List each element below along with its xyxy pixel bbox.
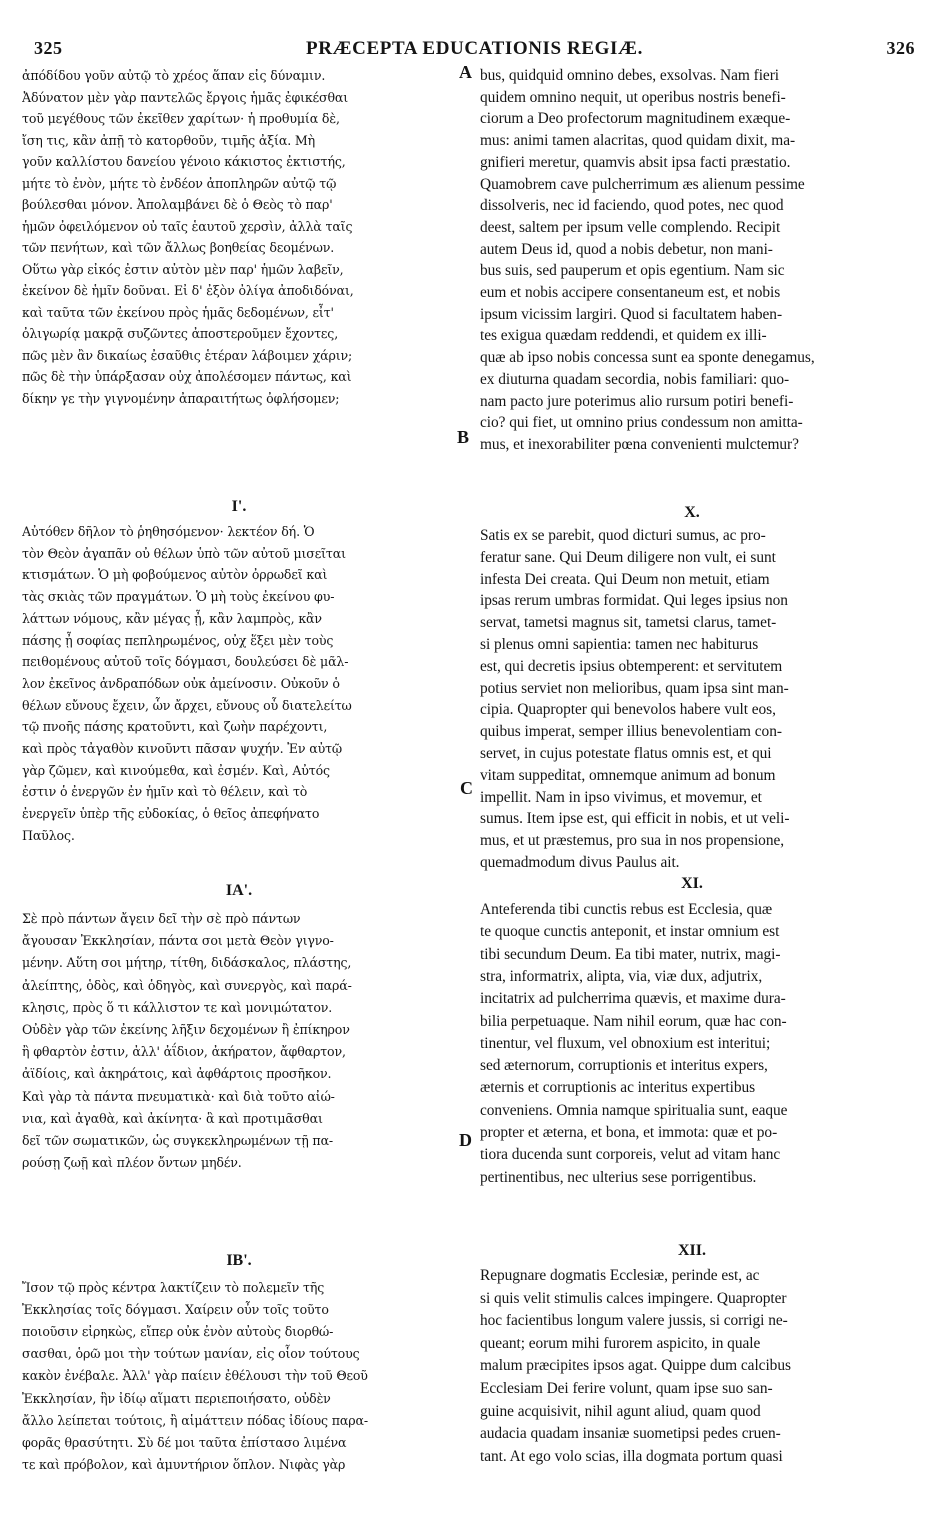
text-line: ἐκείνον δὲ ἡμῖν δοῦναι. Εἰ δ' ἐξὸν ὀλίγα ἀποδιδόναι, (22, 283, 354, 298)
text-line: servat, tametsi magnus sit, tametsi clarus, tamet- (480, 614, 777, 632)
text-line: πῶς μὲν ἂν δικαίως ἐσαῦθις ἑτέραν λάβοιμεν χάριν; (22, 347, 353, 363)
text-line: ἢ φθαρτὸν ἐστιν, ἀλλ' ἀΐδιον, ἀκήρατον, ἄφθαρτον, (22, 1044, 346, 1060)
text-line: σασθαι, ὁρῶ μοι τὴν τούτων μανίαν, εἰς οἷον τούτους (22, 1346, 360, 1362)
text-line: tiora ducenda sunt corporeis, velut ad vitam hanc (480, 1146, 781, 1164)
margin-marker-a: A (459, 62, 472, 82)
text-line: cipia. Quapropter qui benevolos habere vult eos, (480, 701, 776, 719)
text-line: τῶν πενήτων, καὶ τῶν ἄλλως βοηθείας δεομένων. (22, 240, 335, 255)
text-line: λάττων νόμους, κἂν μέγας ᾖ, κἂν λαμπρὸς, κἂν (22, 610, 322, 626)
text-line: mus: animi tamen alacritas, quod quidam dixit, ma- (480, 132, 796, 150)
text-line: Ecclesiam Dei ferire volunt, quam ipse suo san- (480, 1380, 773, 1397)
text-line: quidem omnino nequit, ut operibus nostris benefi- (480, 88, 786, 106)
text-line: impellit. Nam in ipso vivimus, et movemur, et (480, 788, 762, 806)
margin-marker-d: D (459, 1130, 472, 1150)
greek-section-heading-11: ΙΑ'. (225, 882, 253, 899)
text-line: quemadmodum divus Paulus ait. (480, 854, 680, 871)
text-line: ἄλλο λείπεται τούτοις, ἢ αἱμάττειν πόδας ἰδίους παρα- (22, 1412, 368, 1428)
text-line: Οὐδὲν γὰρ τῶν ἐκείνης λῆξιν δεχομένων ἢ ἐπίκηρον (22, 1022, 350, 1037)
text-line: guine acquisivit, nihil agunt aliud, quam quod (480, 1402, 761, 1420)
text-line: μήτε τὸ ἐνὸν, μήτε τὸ ἐνδέον ἀποπληρῶν αὐτῷ τῷ (22, 175, 337, 191)
text-line: πάσης ᾖ σοφίας πεπληρωμένος, οὐχ ἕξει μὲν τοὺς (22, 632, 334, 648)
text-line: Repugnare dogmatis Ecclesiæ, perinde est, ac (480, 1267, 760, 1284)
text-line: ρούσῃ ζωῇ καὶ πλέον ὄντων μηδέν. (22, 1155, 242, 1171)
text-line: τοῦ μεγέθους τῶν ἐκεῖθεν χαρίτων· ἡ προθυμία δὲ, (22, 111, 340, 126)
text-line: ἐστιν ὁ ἐνεργῶν ἐν ἡμῖν καὶ τὸ θέλειν, καὶ τὸ (22, 784, 308, 800)
text-line: ex diuturna quadam secordia, nobis familiari: quo- (480, 370, 790, 388)
text-line: bus suis, sed pauperum et opis egentium. Nam sic (480, 262, 785, 280)
text-line: incitatrix ad pulcherrima quævis, et maxime dura- (480, 990, 786, 1008)
text-line: quibus imperat, semper illius benevolentiam con- (480, 723, 782, 741)
text-line: κακὸν ἐνέβαλε. Ἀλλ' γὰρ παίειν ἐθέλουσι τὴν τοῦ Θεοῦ (22, 1368, 368, 1384)
text-line: bilia perpetuaque. Nam nihil eorum, quæ hac con- (480, 1012, 787, 1030)
text-line: servet, in cujus potestate flatus omnis est, et qui (480, 745, 772, 762)
text-line: πῶς δὲ τὴν ὑπάρξασαν οὐχ ἀπολέσομεν πάντως, καὶ (22, 369, 352, 384)
text-line: Ἴσον τῷ πρὸς κέντρα λακτίζειν τὸ πολεμεῖν τῆς (22, 1280, 325, 1295)
text-line: est, qui decretis ipsius obtemperent: et servitutem (480, 657, 783, 675)
text-line: Παῦλος. (22, 827, 75, 843)
text-line: ipsas rerum umbras formidat. Qui leges ipsius non (480, 592, 788, 610)
text-line: δεῖ τῶν σωματικῶν, ὡς συγκεκληρωμένων τῇ πα- (22, 1133, 334, 1148)
text-line: θέλων εὔνους ἔχειν, ὧν ἄρχει, εὔνους οὗ διατελείτω (22, 697, 352, 713)
text-line: Ἐκκλησίαν, ἣν ἰδίῳ αἵματι περιεποιήσατο, οὐδὲν (22, 1390, 331, 1406)
text-line: ἀϊδίοις, καὶ ἀκηράτοις, καὶ ἀφθάρτοις προσῆκον. (22, 1066, 332, 1082)
margin-marker-c: C (460, 778, 473, 798)
text-line: æternis et corruptionis ac interitus expertibus (480, 1079, 756, 1097)
text-line: Quamobrem cave pulcherrimum æs alienum pessime (480, 175, 805, 193)
text-line: βούλεσθαι μόνον. Ἀπολαμβάνει δὲ ὁ Θεὸς τὸ παρ' (22, 197, 333, 212)
text-line: ὀλιγωρίᾳ μακρᾷ συζῶντες ἀποστεροῦμεν ἔχοντες, (22, 326, 339, 341)
latin-section-heading-10: X. (684, 504, 700, 521)
text-line: καὶ ταῦτα τῶν ἐκείνου πρὸς ἡμᾶς δεδομένων, εἶτ' (22, 304, 334, 320)
text-line: potius serviet non melioribus, quam ipsa sint man- (480, 679, 789, 697)
text-line: Οὕτω γὰρ εἰκός ἐστιν αὐτὸν μὲν παρ' ἡμῶν λαβεῖν, (22, 261, 344, 277)
running-header (32, 38, 917, 62)
text-line: tant. At ego volo scias, illa dogmata portum quasi (480, 1447, 783, 1465)
text-line: ἐνεργεῖν ὑπὲρ τῆς εὐδοκίας, ὁ θεῖος ἀπεφήνατο (22, 806, 320, 822)
text-line: ποιοῦσιν εἰρηκὼς, εἴπερ οὐκ ἐνὸν αὐτοὺς διορθώ- (22, 1324, 334, 1340)
text-line: λον ἐκεῖνος ἀνδραπόδων οὐκ ἀμείνοσιν. Οὐκοῦν ὁ (22, 675, 340, 691)
text-line: pertinentibus, nec ulterius sese porrigentibus. (480, 1168, 757, 1186)
page-number-right: 326 (886, 38, 915, 58)
text-line: nam pacto jure poterimus alio rursum potiri benefi- (480, 392, 794, 410)
text-line: infesta Dei creata. Qui Deum non metuit, etiam (480, 570, 770, 588)
text-line: tinentur, vel fluxum, vel obnoxium est interitui; (480, 1034, 771, 1052)
text-line: sumus. Item ipse est, qui efficit in nobis, et ut veli- (480, 810, 790, 828)
text-line: ciorum a Deo profectorum magnitudinem exæque- (480, 110, 791, 128)
greek-section-heading-12: ΙΒ'. (226, 1252, 252, 1269)
text-line: mus, et inexorabiliter pœna convenienti mulctemur? (480, 435, 799, 453)
text-line: κλησις, πρὸς ὅ τι κάλλιστον τε καὶ μονιμώτατον. (22, 999, 333, 1015)
text-line: ἀπόδίδου γοῦν αὐτῷ τὸ χρέος ἅπαν εἰς δύναμιν. (22, 68, 326, 83)
running-title: PRÆCEPTA EDUCATIONIS REGIÆ. (306, 38, 643, 59)
text-line: queant; eorum mihi furorem aspicito, in quale (480, 1334, 761, 1352)
text-line: tes exigua quædam reddendi, et quidem ex illi- (480, 327, 767, 345)
text-line: dissolveris, nec id faciendo, quod potes, nec quod (480, 197, 784, 215)
text-line: τε καὶ πρόβολον, καὶ ἀμυντήριον ὅπλον. Νιφὰς γὰρ (22, 1456, 346, 1472)
text-line: γὰρ ζῶμεν, καὶ κινούμεθα, καὶ ἐσμέν. Καὶ, Αὐτός (22, 762, 330, 778)
text-line: deest, saltem per ipsum velle complendo. Recipit (480, 218, 781, 236)
text-line: Αὐτόθεν δῆλον τὸ ῥηθησόμενον· λεκτέον δή. Ὁ (22, 524, 315, 539)
text-line: νια, καὶ ἀγαθὰ, καὶ ἀκίνητα· ἃ καὶ προτιμᾶσθαι (22, 1110, 323, 1126)
text-line: gnifieri meretur, quamvis absit ipsa facti præstatio. (480, 153, 791, 171)
text-line: ipsum vicissim largiri. Quod si facultatem haben- (480, 305, 783, 323)
text-line: mus, et ut præstemus, pro sua in nos propensione, (480, 832, 785, 850)
text-line: τῷ πνοῆς πάσης κρατοῦντι, καὶ ζωὴν παρέχοντι, (22, 719, 328, 735)
text-line: κτισμάτων. Ὁ μὴ φοβούμενος αὐτὸν ὀρρωδεῖ καὶ (22, 567, 328, 583)
text-line: καὶ πρὸς τἀγαθὸν κινοῦντι πᾶσαν ψυχήν. Ἐν αὐτῷ (22, 741, 343, 756)
text-line: si quis velit stimulis calces impingere. Quapropter (480, 1289, 787, 1307)
text-line: sed æternorum, corruptionis et interitus expers, (480, 1057, 768, 1075)
text-line: cio? qui fiet, ut omnino prius condessum non amitta- (480, 414, 803, 432)
text-line: Ἐκκλησίας τοῖς δόγμασι. Χαίρειν οὖν τοῖς τοῦτο (22, 1302, 329, 1318)
latin-section-heading-12: XII. (677, 1242, 706, 1259)
text-line: μένην. Αὕτη σοι μήτηρ, τίτθη, διδάσκαλος, πλάστης, (22, 955, 352, 971)
text-line: te quoque cunctis anteponit, et instar omnium est (480, 923, 780, 941)
text-line: eum et nobis accipere consentaneum est, et nobis (480, 284, 781, 301)
text-line: si plenus omni sapientia: tamen nec habiturus (480, 636, 759, 653)
text-line: ἄγουσαν Ἐκκλησίαν, πάντα σοι μετὰ Θεὸν γιγνο- (22, 933, 334, 949)
text-line: Σὲ πρὸ πάντων ἄγειν δεῖ τὴν σὲ πρὸ πάντων (22, 911, 301, 926)
text-line: bus, quidquid omnino debes, exsolvas. Nam fieri (480, 67, 780, 84)
text-line: hoc facientibus longum valere jussis, si corrigi ne- (480, 1312, 788, 1330)
text-line: feratur sane. Qui Deum diligere non vult, ei sunt (480, 548, 776, 566)
text-line: autem Deus id, quod a nobis debetur, non mani- (480, 240, 773, 258)
text-line: φορᾶς θρασύτητι. Σὺ δέ μοι ταῦτα ἐπίστασο λιμένα (22, 1434, 347, 1450)
text-line: propter et æterna, et bona, et immota: quæ et po- (480, 1124, 778, 1141)
text-line: πειθομένους αὐτοῦ τοῖς δόγμασι, δουλεύσει δὲ μᾶλ- (22, 654, 349, 670)
text-line: vitam suppeditat, omnemque animum ad bonum (480, 766, 776, 784)
margin-marker-b: B (457, 427, 470, 447)
text-line: conveniens. Omnia namque spiritualia sunt, eaque (480, 1101, 788, 1119)
text-line: ἀλείπτης, ὁδὸς, καὶ ὁδηγὸς, καὶ συνεργὸς, καὶ παρά- (22, 977, 352, 993)
text-line: Καὶ γὰρ τὰ πάντα πνευματικὰ· καὶ διὰ τοῦτο αἰώ- (22, 1088, 335, 1104)
text-line: malum præcipites ipsos agat. Quippe dum calcibus (480, 1357, 791, 1375)
text-line: ἡμῶν ὀφειλόμενον οὐ ταῖς ἑαυτοῦ χερσὶν, ἀλλὰ ταῖς (22, 218, 353, 234)
text-line: γοῦν καλλίστου δανείου γένοιο κάκιστος ἐκτιστής, (22, 154, 346, 169)
latin-section-heading-11: XI. (681, 875, 703, 892)
page-number-left: 325 (34, 38, 63, 58)
text-line: tibi secundum Deum. Ea tibi mater, nutrix, magi- (480, 945, 781, 963)
text-line: δίκην γε τὴν γιγνομένην ἀπαραιτήτως ὀφλήσομεν; (22, 390, 340, 406)
text-line: audacia quadam insaniæ suometipsi pedes cruen- (480, 1425, 781, 1443)
greek-section-heading-10: Ι'. (231, 498, 247, 515)
text-line: Satis ex se parebit, quod dicturi sumus, ac pro- (480, 527, 766, 544)
text-line: ἴση τις, κἂν ἀπῇ τὸ κατορθοῦν, τιμῆς ἀξία. Μὴ (22, 132, 316, 148)
text-line: Ἀδύνατον μὲν γὰρ παντελῶς ἔργοις ἡμᾶς ἐφικέσθαι (22, 89, 349, 105)
text-line: τὸν Θεὸν ἀγαπᾶν οὐ θέλων ὑπὸ τῶν αὐτοῦ μισεῖται (22, 545, 346, 561)
text-line: quæ ab ipso nobis concessa sunt ea sponte denegamus, (480, 349, 815, 367)
text-line: Anteferenda tibi cunctis rebus est Ecclesia, quæ (480, 901, 773, 918)
text-line: τὰς σκιὰς τῶν πραγμάτων. Ὁ μὴ τοὺς ἐκείνου φυ- (22, 589, 335, 605)
text-line: stra, informatrix, alipta, via, viæ dux, adjutrix, (480, 967, 763, 985)
